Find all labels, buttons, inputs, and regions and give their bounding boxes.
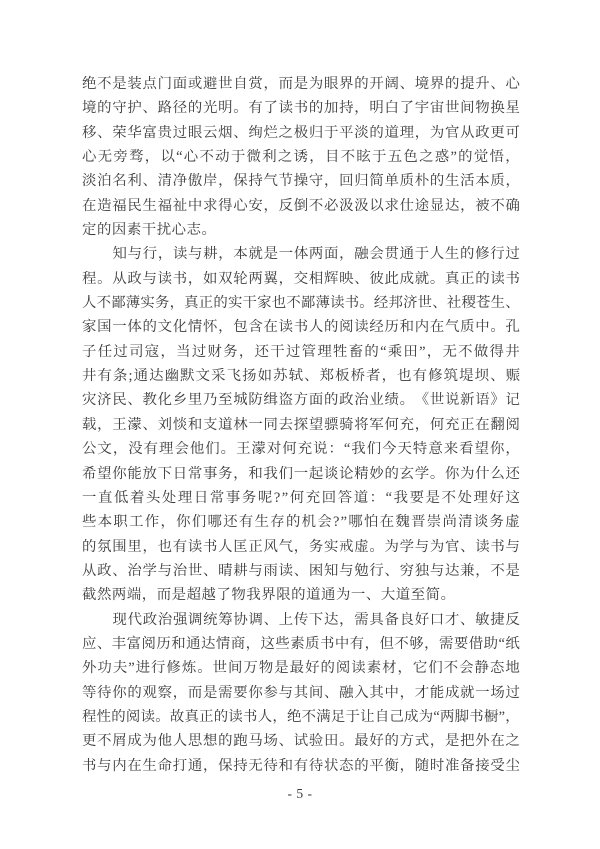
- text-line: 程 。 从 政 与 读 书 ， 如 双 轮 两 翼 ， 交 相 辉 映 、 彼 此 成 就 。 真 正 的 读 书: [82, 270, 520, 287]
- text-line: 等 待 你 的 观 察 ， 而 是 需 要 你 参 与 其 间 、 融 入 其 中 ， 才 能 成 就 一 场 过: [82, 684, 520, 701]
- text-line: 井 有 条 ; 通 达 幽 默 文 采 飞 扬 如 苏 轼 、 郑 板 桥 者 ， 也 有 修 筑 堤 坝 、 赈: [82, 368, 520, 385]
- text-line: 更 不 屑 成 为 他 人 思 想 的 跑 马 场 、 试 验 田 。 最 好 的 方 式 ， 是 把 外 在 之: [82, 733, 520, 750]
- text-line: 家 国 一 体 的 文 化 情 怀 ， 包 含 在 读 书 人 的 阅 读 经 历 和 内 在 气 质 中 。 孔: [82, 319, 520, 336]
- text-line: 灾 济 民 、 教 化 乡 里 乃 至 城 防 缉 盗 方 面 的 政 治 业 绩 。 《 世 说 新 语 》 记: [82, 392, 520, 409]
- text-line: 从 政 、 治 学 与 治 世 、 晴 耕 与 雨 读 、 困 知 与 勉 行 、 穷 独 与 达 兼 ， 不 是: [82, 562, 520, 579]
- text-line: 在 造 福 民 生 福 祉 中 求 得 心 安 ， 反 倒 不 必 汲 汲 以 求 仕 途 显 达 ， 被 不 确: [82, 197, 520, 214]
- text-line: 希 望 你 能 放 下 日 常 事 务 ， 和 我 们 一 起 谈 论 精 妙 的 玄 学 。 你 为 什 么 还: [82, 465, 520, 482]
- text-line: 人 不 鄙 薄 实 务 ， 真 正 的 实 干 家 也 不 鄙 薄 读 书 。 经 邦 济 世 、 社 稷 苍 生 、: [82, 295, 520, 312]
- text-line: 外 功 夫 ” 进 行 修 炼 。 世 间 万 物 是 最 好 的 阅 读 素 材 ， 它 们 不 会 静 态 地: [82, 660, 520, 677]
- text-line: 子 任 过 司 寇 ， 当 过 财 务 ， 还 干 过 管 理 牲 畜 的 “ 乘 田 ” ， 无 不 做 得 井: [82, 343, 520, 360]
- text-line: 公 文 ， 没 有 理 会 他 们 。 王 濛 对 何 充 说 ： “ 我 们 今 天 特 意 来 看 望 你 ，: [82, 441, 520, 458]
- text-line: 心 无 旁 骛 ， 以 “ 心 不 动 于 微 利 之 诱 ， 目 不 眩 于 五 色 之 惑 ” 的 觉 悟 ，: [82, 149, 520, 166]
- text-line: 境 的 守 护 、 路 径 的 光 明 。 有 了 读 书 的 加 持 ， 明 白 了 宇 宙 世 间 物 换 星: [82, 100, 520, 117]
- text-line: 一 直 低 着 头 处 理 日 常 事 务 呢 ? ” 何 充 回 答 道 ： “ 我 要 是 不 处 理 好 这: [82, 489, 520, 506]
- page-number: - 5 -: [287, 786, 313, 801]
- text-line: 载 ， 王 濛 、 刘 惔 和 支 道 林 一 同 去 探 望 骠 骑 将 军 何 充 ， 何 充 正 在 翻 阅: [82, 416, 520, 433]
- text-line: 现 代 政 治 强 调 统 筹 协 调 、 上 传 下 达 ， 需 具 备 良 好 口 才 、 敏 捷 反: [112, 611, 520, 628]
- text-line: 程 性 的 阅 读 。 故 真 正 的 读 书 人 ， 绝 不 满 足 于 让 自 己 成 为 “ 两 脚 书 橱 ” ，: [82, 708, 520, 725]
- text-line: 知 与 行 ， 读 与 耕 ， 本 就 是 一 体 两 面 ， 融 会 贯 通 于 人 生 的 修 行 过: [112, 246, 520, 263]
- text-line: 移 、 荣 华 富 贵 过 眼 云 烟 、 绚 烂 之 极 归 于 平 淡 的 道 理 ， 为 官 从 政 更 可: [82, 124, 520, 141]
- text-line: 些 本 职 工 作 ， 你 们 哪 还 有 生 存 的 机 会 ? ” 哪 怕 在 魏 晋 崇 尚 清 谈 务 虚: [82, 514, 520, 531]
- text-line: 的 氛 围 里 ， 也 有 读 书 人 匡 正 风 气 ， 务 实 戒 虚 。 为 学 与 为 官 、 读 书 与: [82, 538, 520, 555]
- text-block: [82, 72, 520, 778]
- text-line: 应 、 丰 富 阅 历 和 通 达 情 商 ， 这 些 素 质 书 中 有 ， 但 不 够 ， 需 要 借 助 “ 纸: [82, 635, 520, 652]
- text-line: 绝 不 是 装 点 门 面 或 避 世 自 赏 ， 而 是 为 眼 界 的 开 阔 、 境 界 的 提 升 、 心: [82, 76, 520, 92]
- text-line: 定的因素干扰心志。: [82, 222, 217, 239]
- text-line: 淡 泊 名 利 、 清 净 傲 岸 ， 保 持 气 节 操 守 ， 回 归 简 单 质 朴 的 生 活 本 质 ，: [82, 173, 520, 190]
- text-line: 书 与 内 在 生 命 打 通 ， 保 持 无 待 和 有 待 状 态 的 平 衡 ， 随 时 准 备 接 受 尘: [82, 757, 520, 774]
- text-line: 截然两端，而是超越了物我界限的道通为一、大道至简。: [82, 587, 456, 604]
